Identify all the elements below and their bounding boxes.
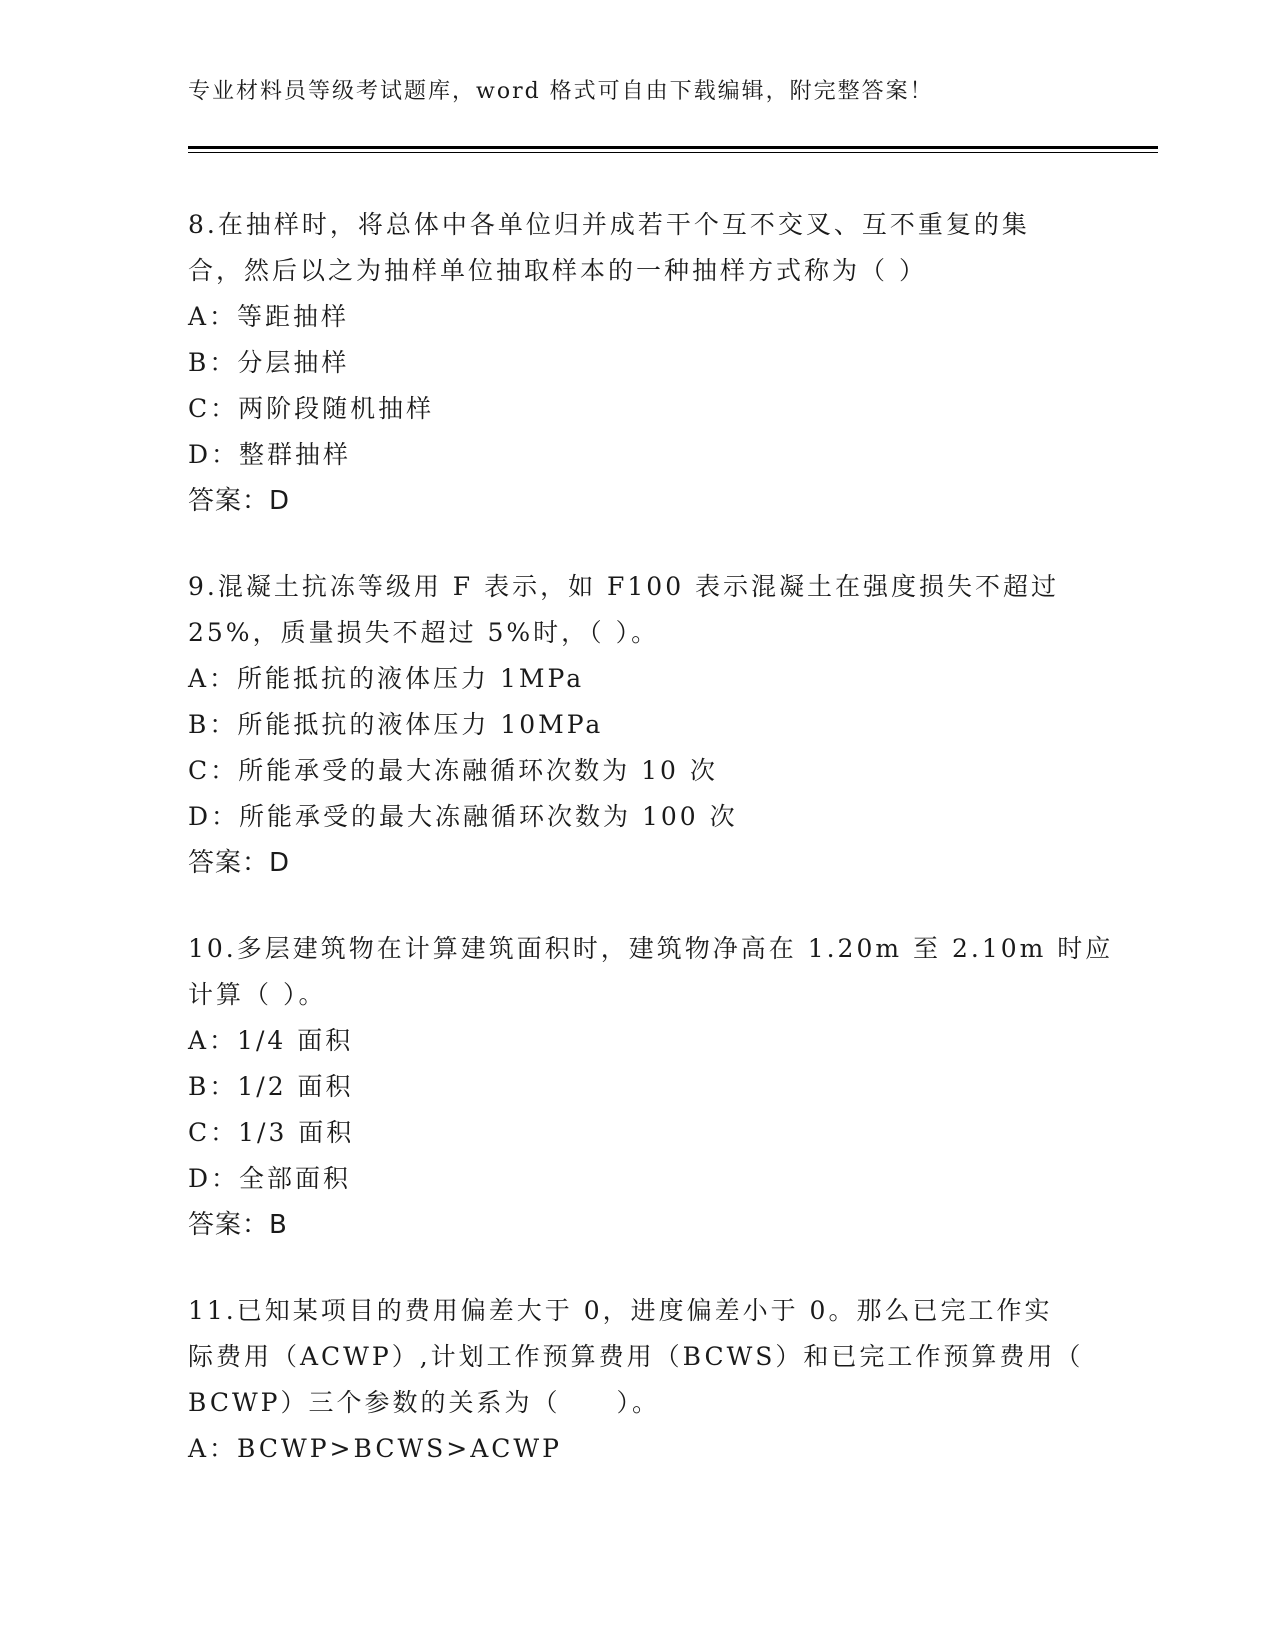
question-text: 9.混凝土抗冻等级用 F 表示，如 F100 表示混凝土在强度损失不超过 — [188, 572, 1060, 601]
question-text: 8.在抽样时，将总体中各单位归并成若干个互不交叉、互不重复的集 — [188, 210, 1030, 239]
question-text: 际费用（ACWP）,计划工作预算费用（BCWS）和已完工作预算费用（ — [188, 1342, 1084, 1371]
question-text: 11.已知某项目的费用偏差大于 0，进度偏差小于 0。那么已完工作实 — [188, 1296, 1053, 1325]
question-10 — [188, 926, 1114, 1248]
option-c: C：1/3 面积 — [188, 1118, 355, 1147]
answer: 答案：B — [188, 1210, 288, 1240]
option-c: C：两阶段随机抽样 — [188, 394, 435, 423]
option-a: A：所能抵抗的液体压力 1MPa — [188, 664, 585, 693]
answer: 答案：D — [188, 848, 291, 878]
question-text: 合，然后以之为抽样单位抽取样本的一种抽样方式称为（ ） — [188, 256, 927, 285]
option-d: D：整群抽样 — [188, 440, 352, 469]
header-rule-thick — [188, 146, 1158, 149]
option-d: D：全部面积 — [188, 1164, 352, 1193]
option-b: B：所能抵抗的液体压力 10MPa — [188, 710, 604, 739]
option-a: A：BCWP>BCWS>ACWP — [188, 1434, 562, 1463]
question-text: 计算（ ）。 — [188, 980, 327, 1009]
question-11 — [188, 1288, 1088, 1472]
option-c: C：所能承受的最大冻融循环次数为 10 次 — [188, 756, 718, 785]
option-b: B：分层抽样 — [188, 348, 350, 377]
answer: 答案：D — [188, 486, 291, 516]
question-text: BCWP）三个参数的关系为（ ）。 — [188, 1388, 660, 1417]
question-text: 10.多层建筑物在计算建筑面积时，建筑物净高在 1.20m 至 2.10m 时应 — [188, 934, 1114, 963]
option-a: A：1/4 面积 — [188, 1026, 354, 1055]
option-b: B：1/2 面积 — [188, 1072, 354, 1101]
page-header: 专业材料员等级考试题库，word 格式可自由下载编辑，附完整答案！ — [188, 79, 934, 104]
question-9 — [188, 564, 1088, 886]
header-rule-thin — [188, 152, 1158, 153]
question-text: 25%，质量损失不超过 5%时，（ ）。 — [188, 618, 660, 647]
option-a: A：等距抽样 — [188, 302, 350, 331]
question-8 — [188, 202, 1088, 524]
option-d: D：所能承受的最大冻融循环次数为 100 次 — [188, 802, 738, 831]
question-list — [188, 202, 1114, 1512]
